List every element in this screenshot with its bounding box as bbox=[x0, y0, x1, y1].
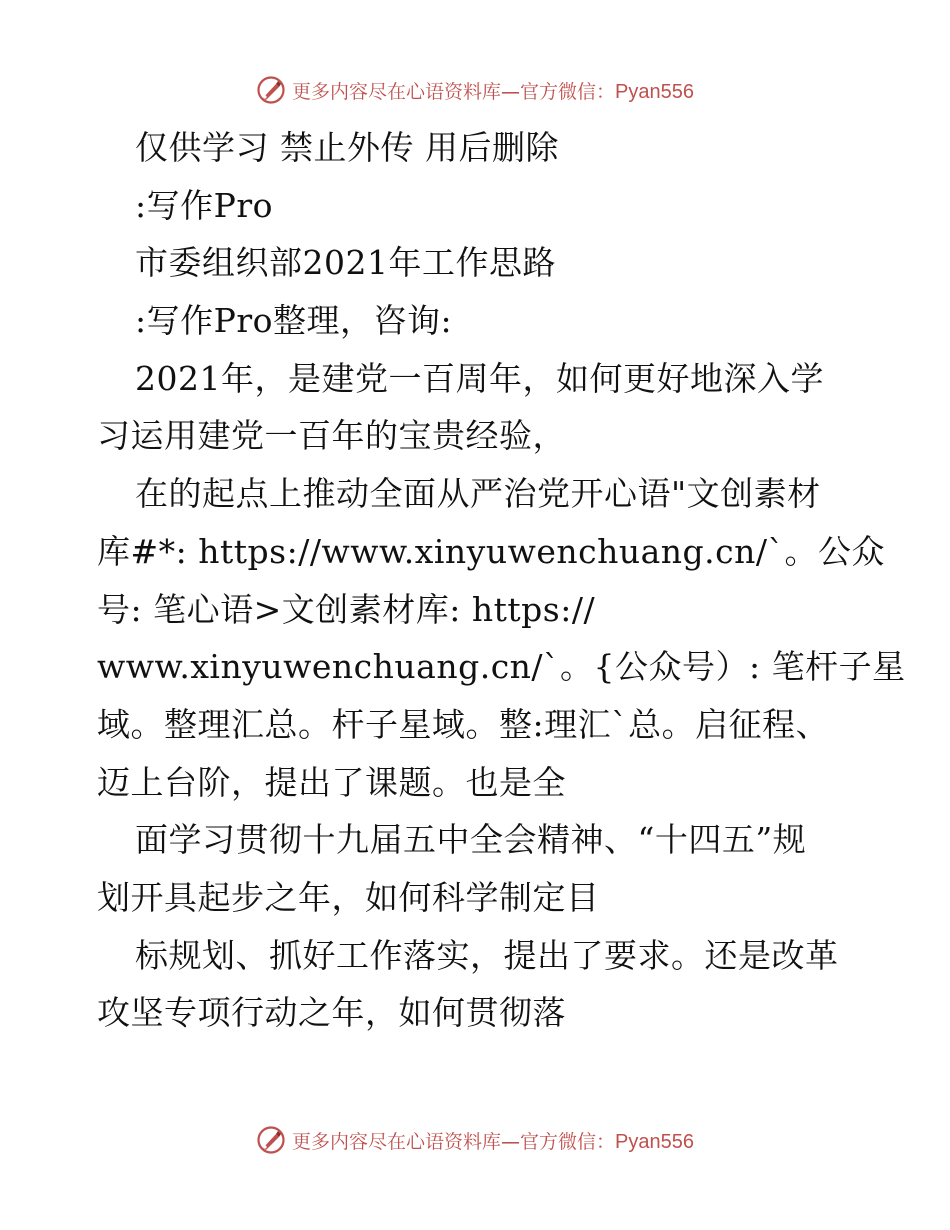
banner-contact-label: 官方微信： bbox=[520, 1130, 616, 1153]
text-line: 迈上台阶，提出了课题。也是全 bbox=[97, 762, 566, 802]
text-line: 域。整理汇总。杆子星域。整:理汇`总。启征程、 bbox=[97, 704, 830, 744]
text-line: :写作Pro整理，咨询: bbox=[135, 301, 453, 341]
pen-logo-icon bbox=[256, 1125, 286, 1155]
text-line: 市委组织部2021年工作思路 bbox=[135, 243, 556, 283]
text-line: www.xinyuwenchuang.cn/`。{公众号）: 笔杆子星 bbox=[97, 647, 906, 687]
pen-logo-icon bbox=[256, 75, 286, 105]
text-line: 划开具起步之年，如何科学制定目 bbox=[97, 877, 600, 917]
banner-contact-label: 官方微信： bbox=[520, 80, 616, 103]
text-line: 标规划、抓好工作落实，提出了要求。还是改革 bbox=[135, 935, 839, 975]
text-line: 面学习贯彻十九届五中全会精神、“十四五”规 bbox=[135, 820, 807, 860]
text-line: 库#*: https://www.xinyuwenchuang.cn/`。公众 bbox=[97, 531, 885, 571]
text-line: 在的起点上推动全面从严治党开心语"文创素材 bbox=[135, 474, 821, 514]
text-line: :写作Pro bbox=[135, 185, 273, 225]
header-banner bbox=[0, 70, 950, 110]
text-line: 2021年，是建党一百周年，如何更好地深入学 bbox=[135, 358, 824, 398]
text-line: 习运用建党一百年的宝贵经验， bbox=[97, 416, 566, 456]
footer-banner bbox=[0, 1120, 950, 1160]
banner-separator: — bbox=[501, 80, 521, 103]
text-line: 攻坚专项行动之年，如何贯彻落 bbox=[97, 993, 566, 1033]
document-body bbox=[97, 119, 906, 1042]
banner-text: 更多内容尽在心语资料库 bbox=[292, 1130, 502, 1153]
banner-contact-id: Pyan556 bbox=[615, 80, 694, 103]
text-line: 仅供学习 禁止外传 用后删除 bbox=[135, 128, 559, 167]
banner-separator: — bbox=[501, 1130, 521, 1153]
text-line: 号: 笔心语>文创素材库: https:// bbox=[97, 589, 596, 629]
banner-contact-id: Pyan556 bbox=[615, 1130, 694, 1153]
banner-text: 更多内容尽在心语资料库 bbox=[292, 80, 502, 103]
